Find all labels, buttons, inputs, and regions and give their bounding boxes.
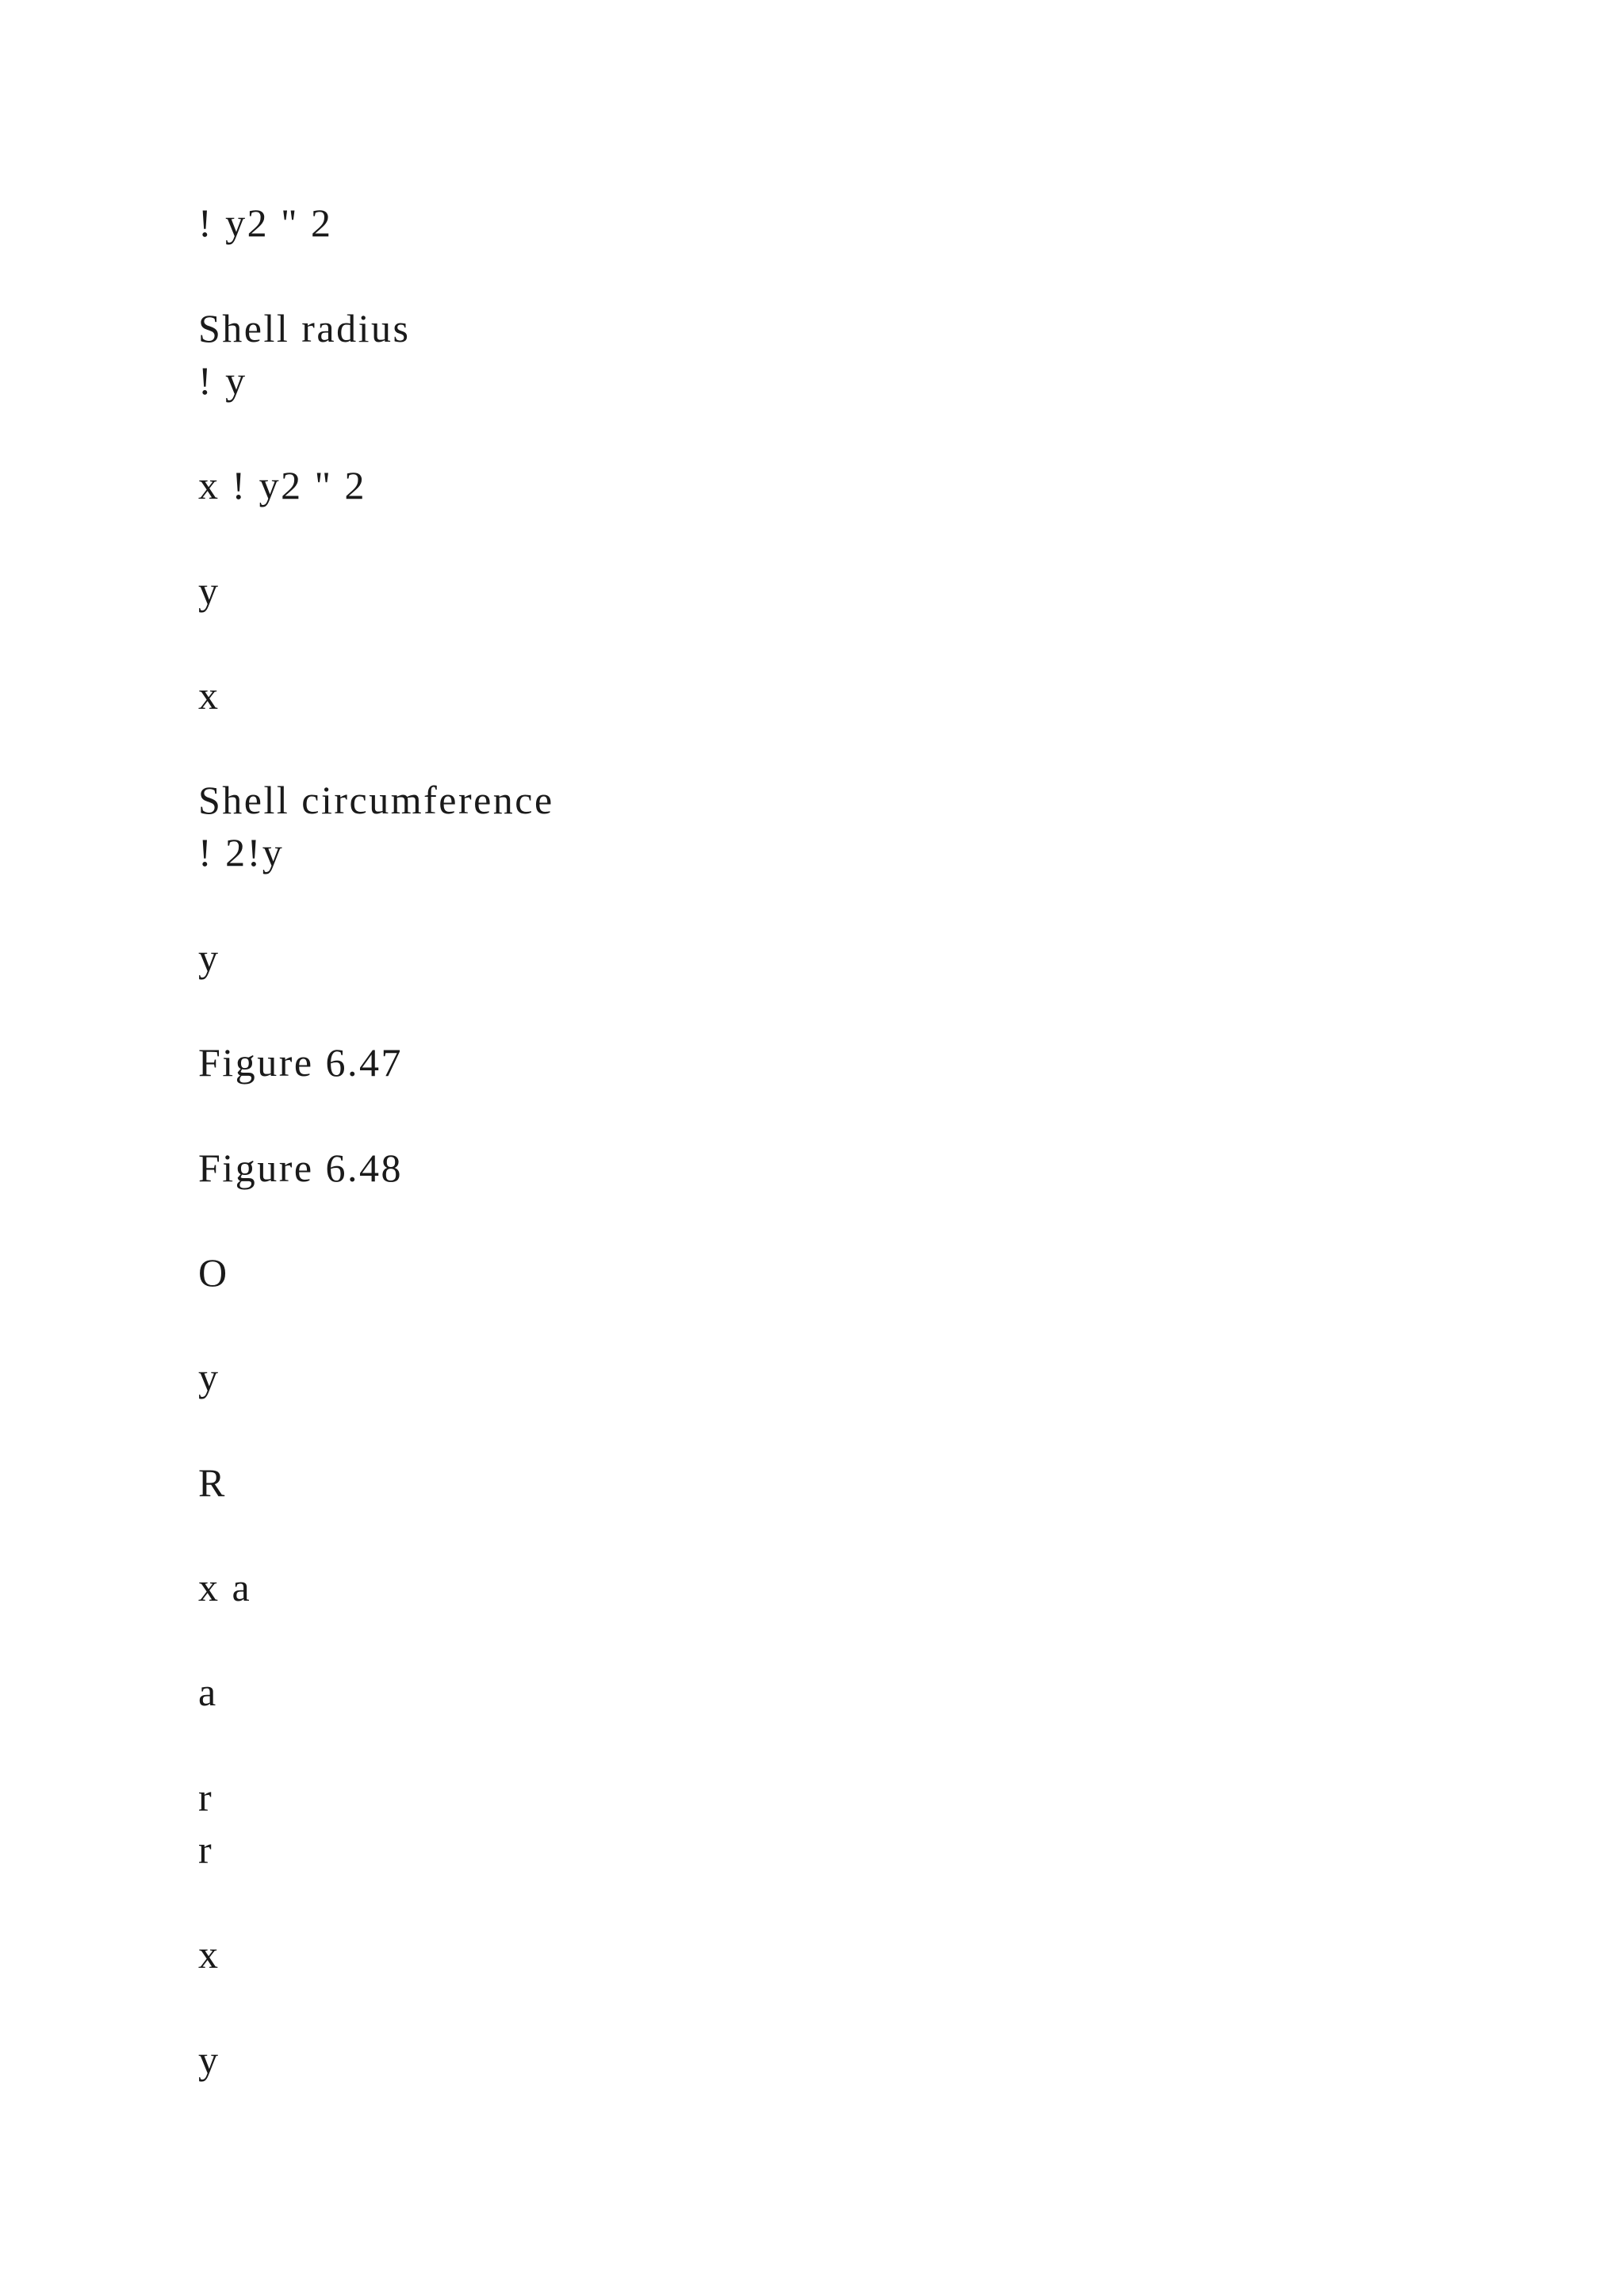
- text-line: ! 2!y: [198, 830, 285, 874]
- text-line: r: [198, 1827, 214, 1872]
- text-line: x a: [198, 1565, 252, 1609]
- text-line: y: [198, 2038, 220, 2082]
- text-line: r: [198, 1775, 214, 1820]
- figure-caption: Figure 6.47: [198, 1040, 404, 1085]
- text-line: x ! y2 " 2: [198, 463, 367, 507]
- text-line: Shell radius: [198, 306, 411, 350]
- text-line: ! y: [198, 358, 247, 403]
- text-line: x: [198, 673, 220, 718]
- text-line: ! y2 " 2: [198, 201, 333, 245]
- text-line: Shell circumference: [198, 778, 554, 822]
- text-line: y: [198, 1355, 220, 1399]
- text-line: x: [198, 1932, 220, 1976]
- text-line: y: [198, 936, 220, 980]
- text-line: y: [198, 568, 220, 613]
- figure-caption: Figure 6.48: [198, 1146, 404, 1190]
- text-line: R: [198, 1460, 227, 1505]
- text-line: a: [198, 1670, 218, 1714]
- text-line: O: [198, 1250, 229, 1295]
